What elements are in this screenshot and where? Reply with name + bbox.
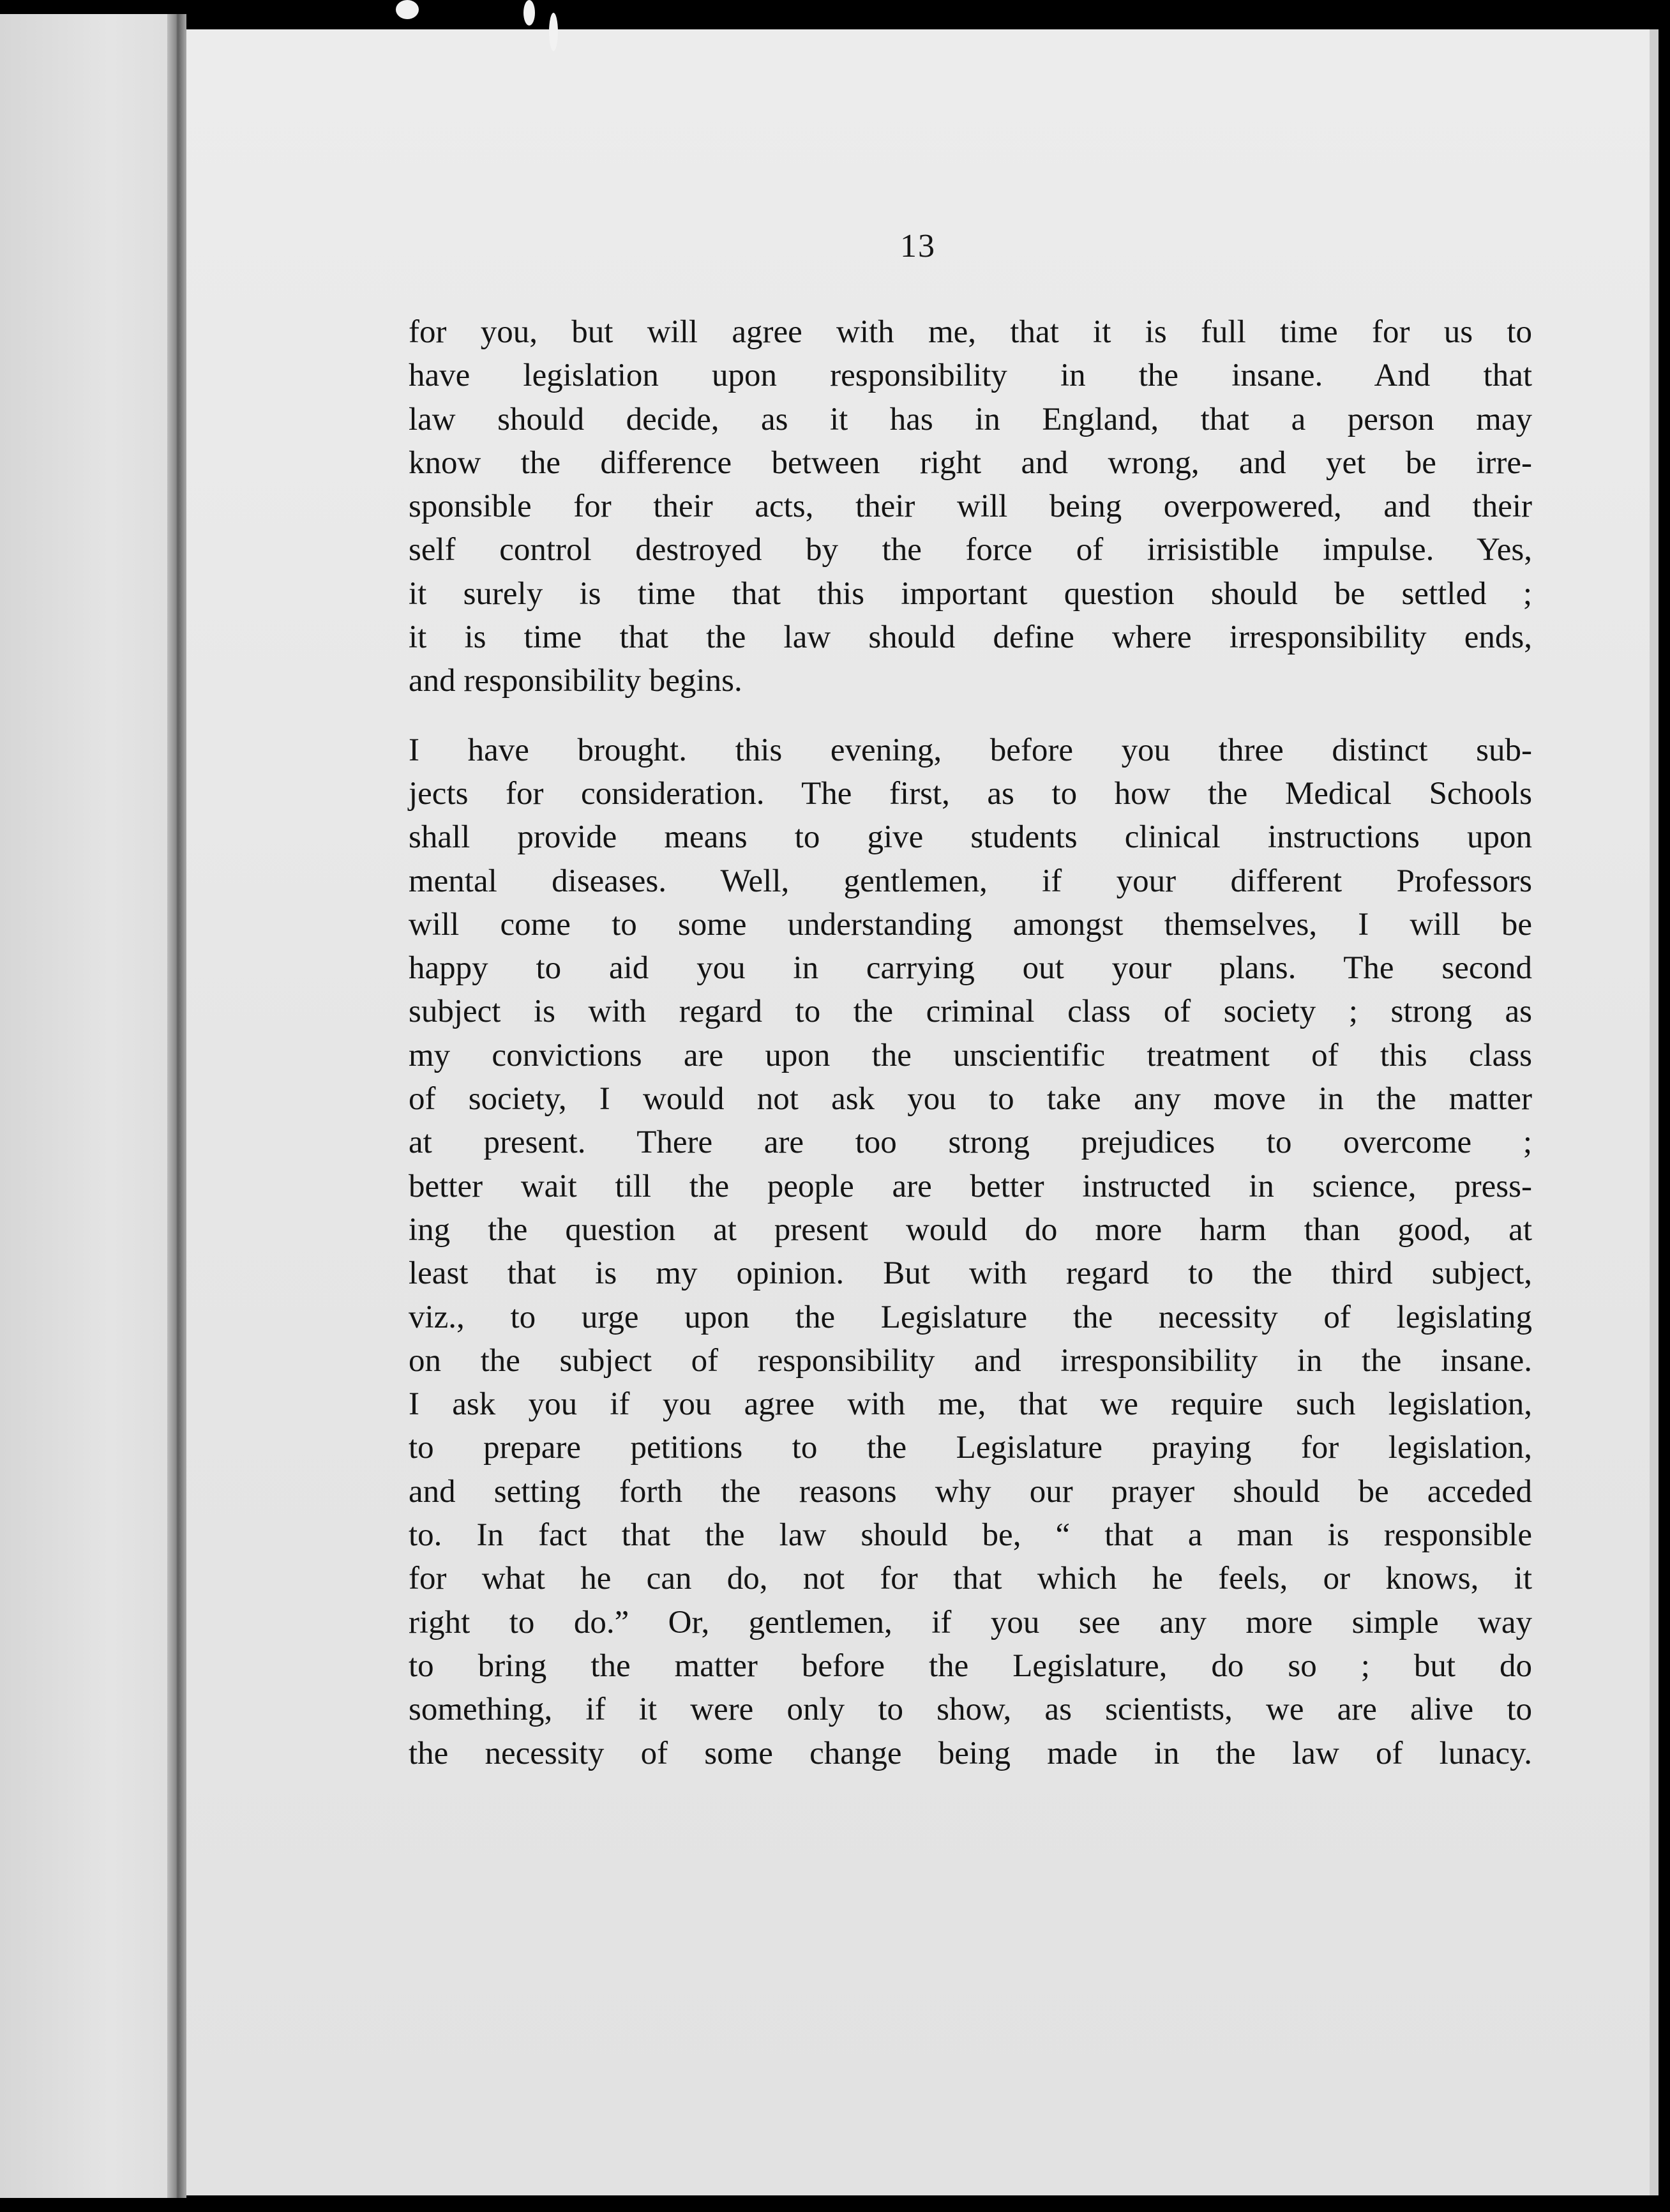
text-line: on the subject of responsibility and irresponsibility in the insane. [409, 1342, 1532, 1379]
text-line: law should decide, as it has in England, that a person may [409, 401, 1532, 437]
text-line: at present. There are too strong prejudices to overcome ; [409, 1125, 1532, 1161]
paragraph [409, 310, 1532, 703]
text-line: viz., to urge upon the Legislature the necessity of legislating [409, 1299, 1532, 1335]
text-line: will come to some understanding amongst themselves, I will be [409, 906, 1532, 943]
text-line: it is time that the law should define where irresponsibility ends, [409, 619, 1532, 656]
text-line: better wait till the people are better instructed in science, press- [409, 1168, 1532, 1204]
text-line: right to do.” Or, gentlemen, if you see any more simple way [409, 1604, 1532, 1640]
body-text [409, 310, 1532, 1775]
text-line: it surely is time that this important question should be settled ; [409, 575, 1532, 612]
text-line: I have brought. this evening, before you three distinct sub- [409, 732, 1532, 768]
text-line: of society, I would not ask you to take any move in the matter [409, 1081, 1532, 1117]
text-line: something, if it were only to show, as scientists, we are alive to [409, 1692, 1532, 1728]
facing-page-edge [0, 14, 184, 2198]
book-page [186, 29, 1659, 2195]
scan-speck [396, 0, 419, 19]
text-line: I ask you if you agree with me, that we require such legislation, [409, 1386, 1532, 1423]
text-line: and setting forth the reasons why our prayer should be acceded [409, 1473, 1532, 1510]
text-line: to bring the matter before the Legislature, do so ; but do [409, 1648, 1532, 1684]
paragraph [409, 729, 1532, 1775]
text-line: for you, but will agree with me, that it is full time for us to [409, 314, 1532, 350]
text-line: sponsible for their acts, their will being overpowered, and their [409, 489, 1532, 525]
text-line: my convictions are upon the unscientific treatment of this class [409, 1037, 1532, 1073]
text-line: self control destroyed by the force of irrisistible impulse. Yes, [409, 532, 1532, 568]
text-line: and responsibility begins. [409, 663, 742, 699]
text-line: least that is my opinion. But with regard to the third subject, [409, 1255, 1532, 1292]
text-line: mental diseases. Well, gentlemen, if your different Professors [409, 863, 1532, 899]
text-line: to prepare petitions to the Legislature praying for legislation, [409, 1430, 1532, 1466]
scan-speck [549, 13, 558, 51]
text-line: for what he can do, not for that which he feels, or knows, it [409, 1561, 1532, 1597]
text-line: jects for consideration. The first, as to how the Medical Schools [409, 775, 1532, 812]
text-line: to. In fact that the law should be, “ that a man is responsible [409, 1517, 1532, 1554]
text-line: know the difference between right and wrong, and yet be irre- [409, 444, 1532, 481]
text-line: shall provide means to give students clinical instructions upon [409, 819, 1532, 856]
text-line: have legislation upon responsibility in the insane. And that [409, 358, 1532, 394]
page-number: 13 [900, 228, 936, 264]
text-line: ing the question at present would do more harm than good, at [409, 1211, 1532, 1248]
scan-speck [523, 0, 535, 26]
text-line: happy to aid you in carrying out your plans. The second [409, 950, 1532, 987]
book-gutter [167, 14, 186, 2198]
text-line: subject is with regard to the criminal class of society ; strong as [409, 994, 1532, 1030]
text-line: the necessity of some change being made in the law of lunacy. [409, 1735, 1532, 1771]
